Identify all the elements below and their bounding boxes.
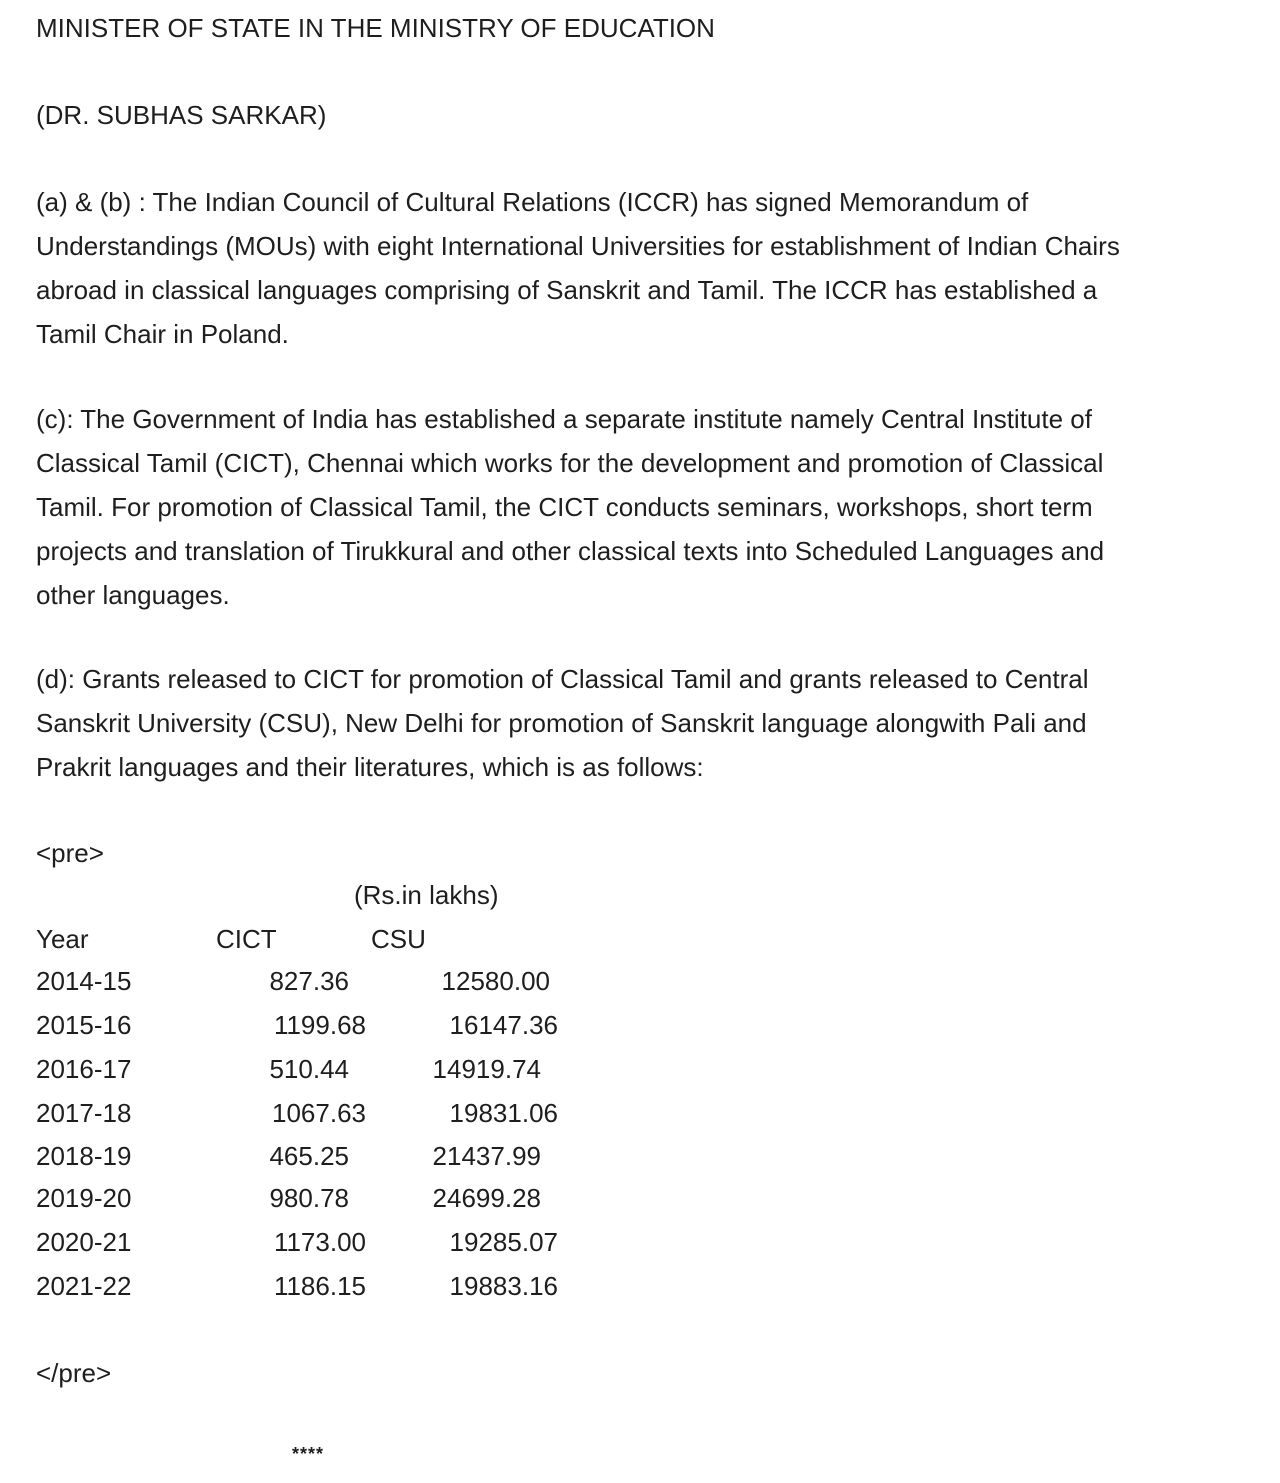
table-cell-year: 2020-21 xyxy=(36,1227,132,1257)
table-cell-csu: 21437.99 xyxy=(432,1141,541,1171)
table-cell-csu: 12580.00 xyxy=(441,966,550,996)
table-cell-cict: 980.78 xyxy=(269,1183,349,1213)
minister-name: (DR. SUBHAS SARKAR) xyxy=(36,100,327,130)
table-cell-csu: 24699.28 xyxy=(432,1183,541,1213)
table-cell-year: 2018-19 xyxy=(36,1141,132,1171)
table-cell-csu: 19883.16 xyxy=(449,1271,558,1301)
table-cell-cict: 1186.15 xyxy=(273,1271,366,1301)
paragraph-line: (a) & (b) : The Indian Council of Cultural Relations (ICCR) has signed Memorandum of xyxy=(36,187,1029,217)
paragraph-line: other languages. xyxy=(36,580,230,610)
paragraph-a-b xyxy=(36,180,1256,356)
paragraph-line: Tamil Chair in Poland. xyxy=(36,319,289,349)
column-header-csu: CSU xyxy=(371,924,426,954)
table-cell-csu: 16147.36 xyxy=(449,1010,558,1040)
table-cell-year: 2021-22 xyxy=(36,1271,132,1301)
table-cell-cict: 510.44 xyxy=(269,1054,349,1084)
paragraph-line: (d): Grants released to CICT for promotion of Classical Tamil and grants released to Central xyxy=(36,664,1089,694)
table-cell-year: 2019-20 xyxy=(36,1183,132,1213)
table-unit-label: (Rs.in lakhs) xyxy=(354,880,499,910)
pre-close-tag: </pre> xyxy=(36,1358,112,1388)
table-cell-cict: 1067.63 xyxy=(272,1098,366,1128)
column-header-cict: CICT xyxy=(216,924,277,954)
paragraph-c xyxy=(36,397,1256,617)
table-cell-year: 2017-18 xyxy=(36,1098,132,1128)
column-header-year: Year xyxy=(36,924,89,954)
paragraph-line: Sanskrit University (CSU), New Delhi for promotion of Sanskrit language alongwith Pali and xyxy=(36,708,1087,738)
paragraph-line: Prakrit languages and their literatures, which is as follows: xyxy=(36,752,704,782)
paragraph-line: projects and translation of Tirukkural and other classical texts into Scheduled Languages and xyxy=(36,536,1105,566)
end-mark: **** xyxy=(292,1444,325,1464)
table-cell-csu: 19831.06 xyxy=(449,1098,558,1128)
table-cell-csu: 19285.07 xyxy=(449,1227,558,1257)
paragraph-line: Classical Tamil (CICT), Chennai which works for the development and promotion of Classical xyxy=(36,448,1104,478)
table-cell-cict: 827.36 xyxy=(269,966,349,996)
paragraph-line: abroad in classical languages comprising of Sanskrit and Tamil. The ICCR has established a xyxy=(36,275,1098,305)
table-cell-year: 2016-17 xyxy=(36,1054,132,1084)
table-cell-cict: 1199.68 xyxy=(273,1010,366,1040)
paragraph-line: Understandings (MOUs) with eight International Universities for establishment of Indian Chairs xyxy=(36,231,1120,261)
table-cell-year: 2015-16 xyxy=(36,1010,132,1040)
paragraph-d xyxy=(36,657,1256,789)
table-cell-csu: 14919.74 xyxy=(432,1054,541,1084)
paragraph-line: (c): The Government of India has established a separate institute namely Central Institute of xyxy=(36,404,1092,434)
paragraph-line: Tamil. For promotion of Classical Tamil, the CICT conducts seminars, workshops, short term xyxy=(36,492,1093,522)
pre-open-tag: <pre> xyxy=(36,838,104,868)
table-cell-cict: 1173.00 xyxy=(273,1227,366,1257)
table-cell-year: 2014-15 xyxy=(36,966,132,996)
ministry-heading: MINISTER OF STATE IN THE MINISTRY OF EDUCATION xyxy=(36,13,715,43)
table-cell-cict: 465.25 xyxy=(269,1141,349,1171)
